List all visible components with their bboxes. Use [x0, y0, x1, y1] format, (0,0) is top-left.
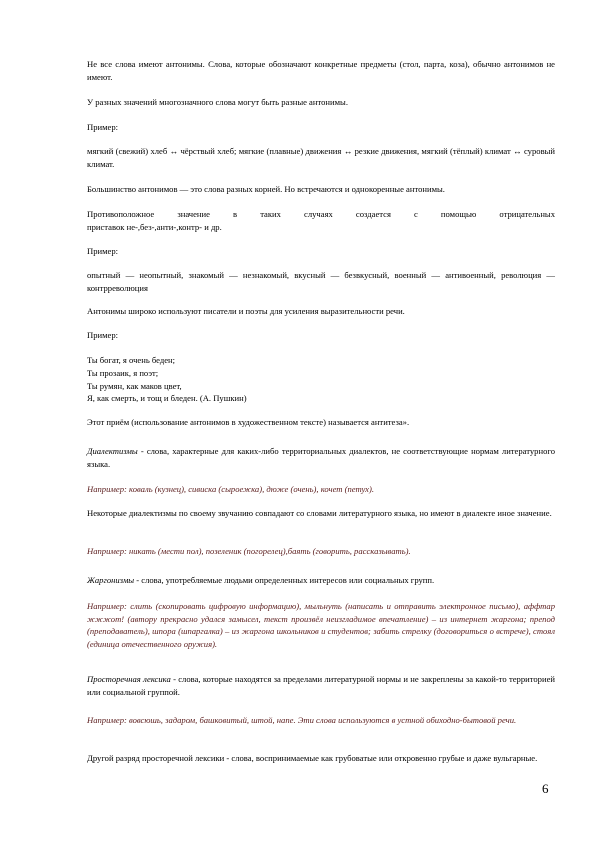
example-heading: Пример:	[87, 122, 119, 132]
example-vernacular: Например: вовсюшь, задаром, башковитый, штой, напе. Эти слова используются в устной обиходно-бытовой речи.	[87, 715, 517, 725]
paragraph-vernacular	[87, 673, 555, 698]
paragraph-opposite-meaning: Противоположное значение в таких случаях создается с помощью отрицательных	[87, 209, 555, 219]
definition-vernacular: - слова, которые находятся за пределами литературной нормы и не закреплены за какой-то территорией или социальной группой.	[87, 674, 555, 697]
paragraph-writers-use: Антонимы широко используют писатели и поэты для усиления выразительности речи.	[87, 306, 405, 316]
paragraph-different-roots: Большинство антонимов — это слова разных корней. Но встречаются и однокоренные антонимы.	[87, 184, 445, 194]
example-heading: Пример:	[87, 246, 119, 256]
term-jargon: Жаргонизмы	[87, 575, 135, 585]
paragraph-example-prefix: опытный — неопытный, знакомый — незнакомый, вкусный — безвкусный, военный — антивоенный, революция — контрреволюция	[87, 270, 555, 293]
paragraph-antithesis: Этот приём (использование антонимов в художественном тексте) называется антитеза».	[87, 417, 410, 427]
paragraph-polysemy-antonyms: У разных значений многозначного слова могут быть разные антонимы.	[87, 97, 348, 107]
paragraph-dialectisms	[87, 445, 555, 470]
paragraph-antonyms-not-all: Не все слова имеют антонимы. Слова, которые обозначают конкретные предметы (стол, парта, коза), обычно антонимов не имеют.	[87, 59, 555, 82]
example-heading: Пример:	[87, 330, 119, 340]
example-jargon: Например: слить (скопировать цифровую информацию), мыльнуть (написать и отправить электронное письмо), аффтар жжжот! (автору прекрасно удался замысел, текст произвёл неизгладимое впечатление) – из интернет жаргона; препод (преподаватель), шпора (шпаргалка) – из жаргона школьников и студентов; забить стрелку (договориться о встрече), стоял (единица отечественного оружия).	[87, 601, 555, 649]
paragraph-jargon	[87, 574, 555, 587]
example-dialectisms-2: Например: никать (мести пол), позеленик (погорелец),баять (говорить, рассказывать).	[87, 546, 411, 556]
definition-jargon: - слова, употребляемые людьми определенных интересов или социальных групп.	[134, 575, 435, 585]
paragraph-example-soft: мягкий (свежий) хлеб ↔ чёрствый хлеб; мягкие (плавные) движения ↔ резкие движения, мягкий (тёплый) климат ↔ суровый климат.	[87, 146, 555, 169]
example-dialectisms: Например: коваль (кузнец), сивиска (сыроежка), дюже (очень), кочет (петух).	[87, 484, 374, 494]
paragraph-prefixes: приставок не-,без-,анти-,контр- и др.	[87, 222, 222, 232]
definition-dialectisms: - слова, характерные для каких-либо территориальных диалектов, не соответствующие нормам литературного языка.	[87, 446, 555, 469]
poem-line: Я, как смерть, и тощ и бледен. (А. Пушкин)	[87, 393, 247, 403]
term-dialectisms: Диалектизмы	[87, 446, 138, 456]
paragraph-rude-vernacular: Другой разряд просторечной лексики - слова, воспринимаемые как грубоватые или откровенно грубые и даже вульгарные.	[87, 753, 538, 763]
poem-line: Ты прозаик, я поэт;	[87, 368, 159, 378]
poem-line: Ты богат, я очень беден;	[87, 355, 176, 365]
term-vernacular: Просторечная лексика	[87, 674, 171, 684]
paragraph-dialect-coincide: Некоторые диалектизмы по своему звучанию совпадают со словами литературного языка, но имеют в диалекте иное значение.	[87, 508, 552, 518]
poem-line: Ты румян, как маков цвет,	[87, 381, 182, 391]
page-number: 6	[542, 781, 549, 796]
